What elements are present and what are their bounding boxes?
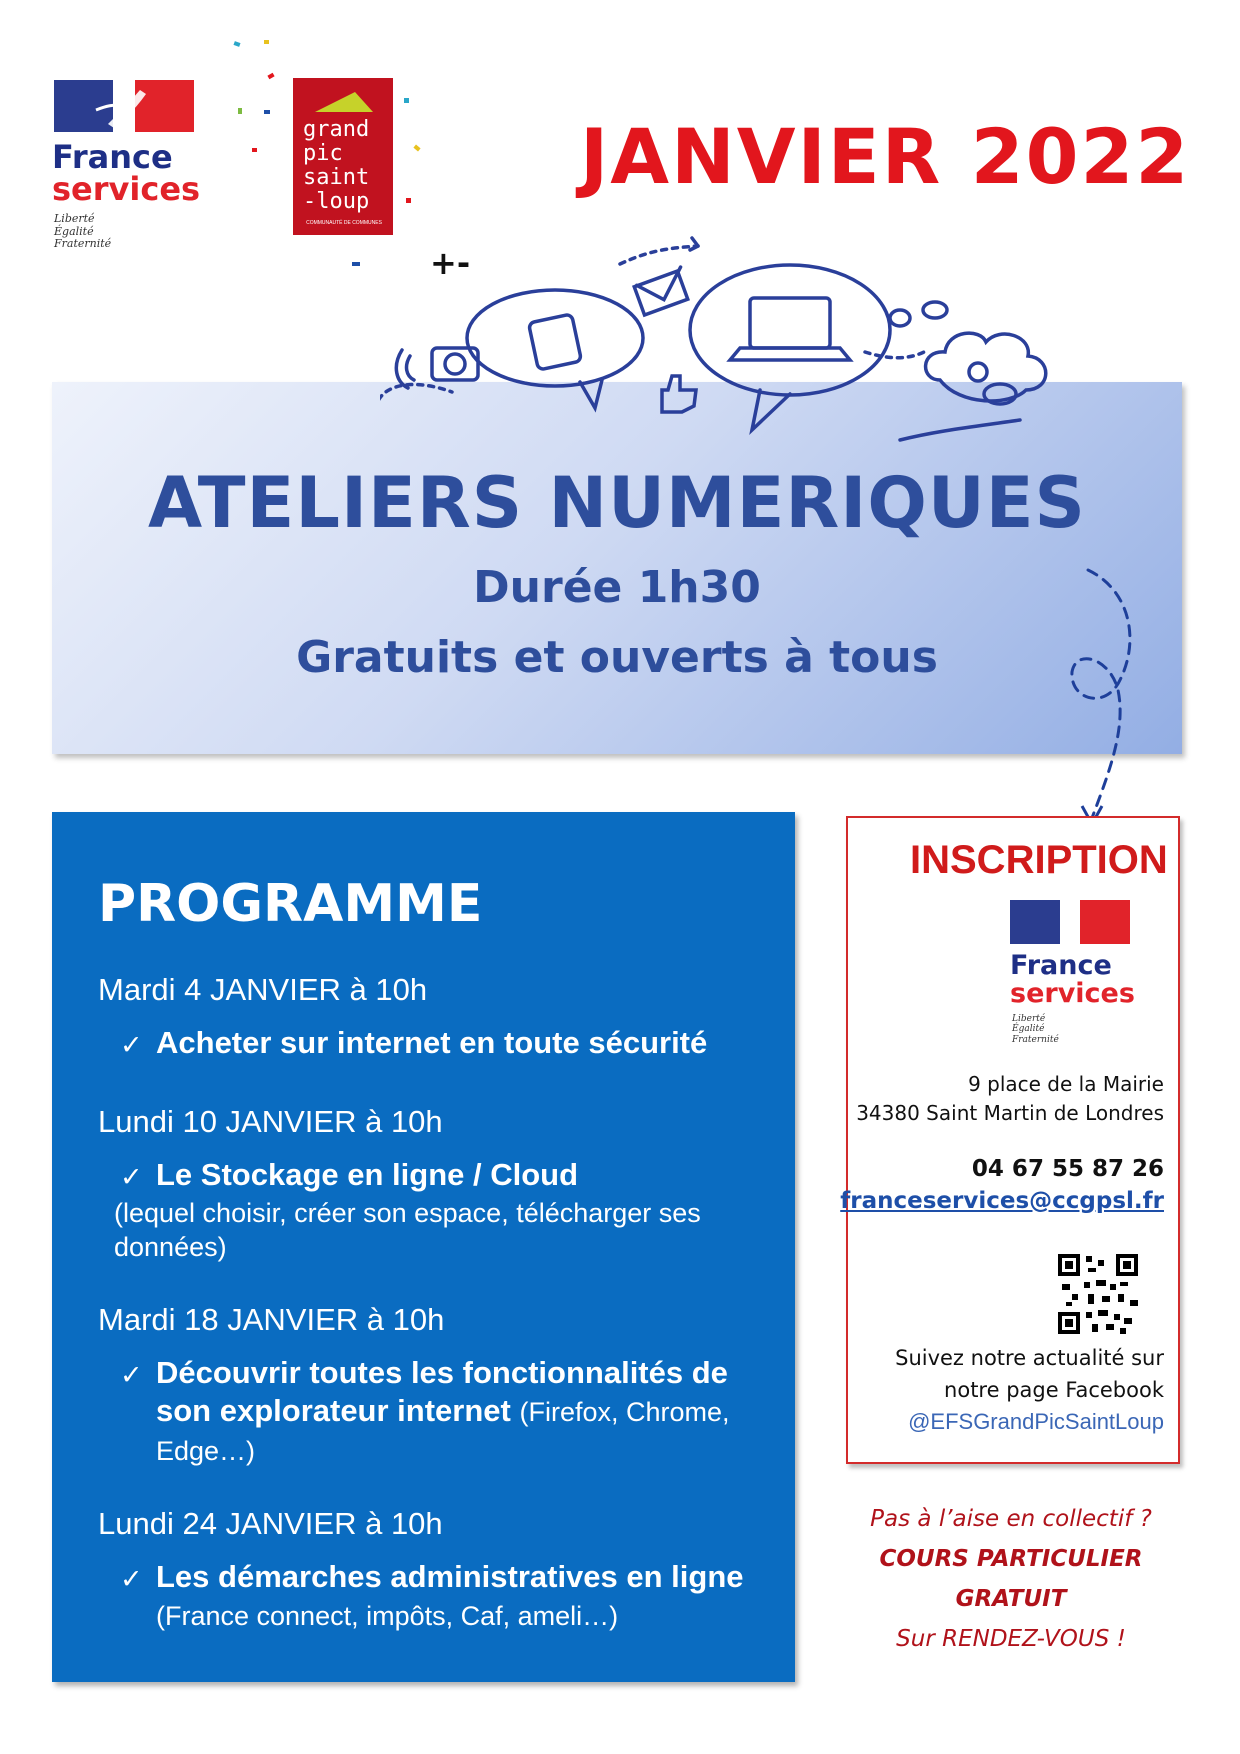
republic-motto <box>54 213 111 251</box>
individual-line4: Sur RENDEZ-VOUS ! <box>896 1626 1126 1652</box>
marianne-flag-icon <box>1010 900 1130 944</box>
gpsl-line-loup: -loup <box>303 189 370 214</box>
session-topic <box>156 1156 756 1194</box>
france-services-word1: France <box>52 138 173 176</box>
session-date: Mardi 4 JANVIER à 10h <box>98 972 428 1007</box>
session-topic-text: Les démarches administratives en ligne <box>156 1559 744 1594</box>
qr-code-icon[interactable] <box>1058 1254 1138 1334</box>
session-topic <box>156 1024 756 1062</box>
individual-line3: GRATUIT <box>955 1586 1067 1612</box>
follow-us <box>895 1342 1164 1438</box>
checkmark-icon: ✓ <box>120 1030 143 1060</box>
france-services-word2: services <box>1010 978 1135 1009</box>
phone-number[interactable]: 04 67 55 87 26 <box>971 1156 1164 1182</box>
gpsl-line-grand: grand <box>303 117 370 142</box>
inscription-title: INSCRIPTION <box>910 838 1168 882</box>
follow-line2: notre page Facebook <box>944 1378 1164 1402</box>
follow-line1: Suivez notre actualité sur <box>895 1346 1164 1370</box>
session-detail: (Firefox, Chrome, Edge…) <box>156 1397 730 1466</box>
motto-fraternite: Fraternité <box>1012 1034 1059 1045</box>
checkmark-icon: ✓ <box>120 1360 143 1390</box>
motto-egalite: Égalité <box>1012 1024 1045 1035</box>
session-date: Lundi 10 JANVIER à 10h <box>98 1104 443 1139</box>
session-topic-text: Le Stockage en ligne / Cloud <box>156 1157 579 1192</box>
banner-tagline: Gratuits et ouverts à tous <box>296 632 938 683</box>
inscription-box <box>840 816 1180 1464</box>
gpsl-subtitle: COMMUNAUTÉ DE COMMUNES <box>306 220 382 226</box>
session-topic-text: Découvrir toutes les fonctionnalités de son explorateur internet <box>156 1355 728 1428</box>
motto-egalite: Égalité <box>54 224 94 238</box>
session-date: Lundi 24 JANVIER à 10h <box>98 1506 443 1541</box>
plus-minus-icon: +- <box>430 244 471 282</box>
gpsl-line-pic: pic <box>303 141 343 166</box>
checkmark-icon: ✓ <box>120 1162 143 1192</box>
session-date: Mardi 18 JANVIER à 10h <box>98 1302 445 1337</box>
programme-title: PROGRAMME <box>98 874 483 934</box>
banner-title: ATELIERS NUMERIQUES <box>148 462 1086 544</box>
gpsl-line-saint: saint <box>303 165 370 190</box>
session-topic <box>156 1354 756 1470</box>
session-topic-text: Acheter sur internet en toute sécurité <box>156 1025 708 1060</box>
france-services-word1: France <box>1010 950 1112 981</box>
address-line2: 34380 Saint Martin de Londres <box>856 1101 1164 1125</box>
address-line1: 9 place de la Mairie <box>968 1072 1164 1096</box>
france-services-word2: services <box>52 170 201 208</box>
session-detail: (lequel choisir, créer son espace, télécharger ses données) <box>114 1198 701 1262</box>
session-detail: (France connect, impôts, Caf, ameli…) <box>156 1601 619 1631</box>
individual-line2: COURS PARTICULIER <box>879 1546 1143 1572</box>
mountain-icon <box>315 92 373 112</box>
motto-liberte: Liberté <box>1012 1014 1046 1024</box>
gpsl-logo-text <box>303 118 389 214</box>
banner-duration: Durée 1h30 <box>473 562 761 613</box>
month-heading: JANVIER 2022 <box>580 112 1191 201</box>
grand-pic-saint-loup-logo <box>293 78 393 235</box>
dashed-arrow-icon <box>1050 560 1170 830</box>
session-topic <box>156 1558 756 1635</box>
email-link[interactable]: franceservices@ccgpsl.fr <box>840 1188 1164 1214</box>
individual-line1: Pas à l’aise en collectif ? <box>870 1506 1152 1532</box>
republic-motto <box>1012 1014 1059 1045</box>
address <box>856 1070 1164 1128</box>
programme-panel <box>52 812 795 1682</box>
digital-devices-illustration-icon <box>380 230 1100 460</box>
checkmark-icon: ✓ <box>120 1564 143 1594</box>
facebook-handle-link[interactable]: @EFSGrandPicSaintLoup <box>908 1409 1164 1434</box>
marianne-profile-icon <box>88 84 148 128</box>
motto-liberte: Liberté <box>54 212 95 225</box>
motto-fraternite: Fraternité <box>54 237 112 251</box>
